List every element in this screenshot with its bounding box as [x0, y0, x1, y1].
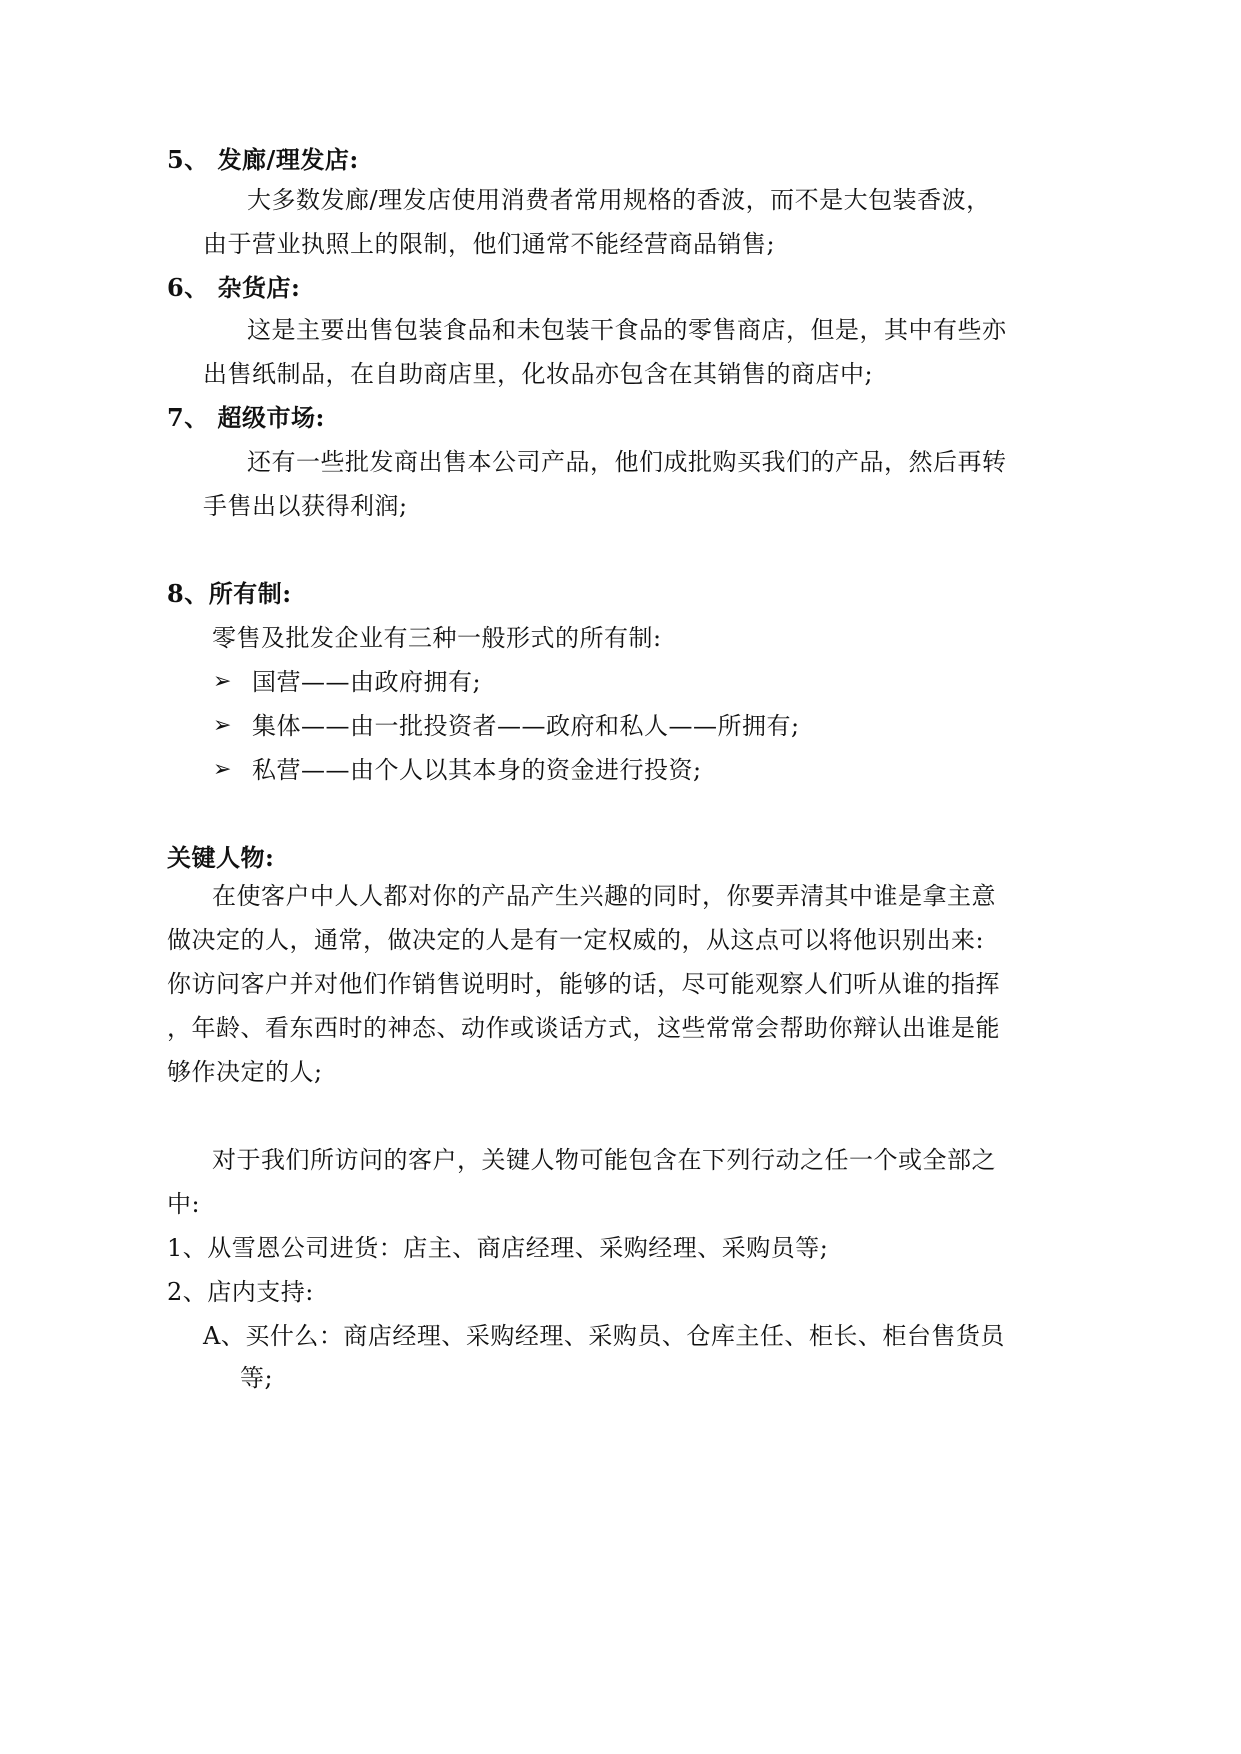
key-people-paragraph-line: ，年龄、看东西时的神态、动作或谈话方式，这些常常会帮助你辩认出谁是能: [167, 1014, 1000, 1042]
key-people-paragraph-line: 中:: [167, 1190, 201, 1218]
section-7-heading: 7、 超级市场:: [167, 403, 325, 432]
key-people-paragraph-line: 对于我们所访问的客户，关键人物可能包含在下列行动之任一个或全部之: [212, 1146, 996, 1174]
key-people-sub-item: A、买什么：商店经理、采购经理、采购员、仓库主任、柜长、柜台售货员: [203, 1322, 1005, 1350]
key-people-paragraph-line: 在使客户中人人都对你的产品产生兴趣的同时，你要弄清其中谁是拿主意: [212, 882, 996, 910]
arrow-bullet-icon: ➢: [213, 669, 232, 694]
section-7-paragraph-line: 手售出以获得利润;: [203, 492, 408, 520]
ownership-bullet-item: 私营——由个人以其本身的资金进行投资;: [252, 756, 702, 784]
ownership-bullet-item: 国营——由政府拥有;: [252, 668, 482, 696]
key-people-paragraph-line: 做决定的人，通常，做决定的人是有一定权威的，从这点可以将他识别出来:: [167, 926, 985, 954]
section-5-paragraph-line: 大多数发廊/理发店使用消费者常用规格的香波，而不是大包装香波，: [247, 186, 991, 214]
key-people-sub-item: 等;: [240, 1364, 274, 1392]
section-8-heading: 8、所有制:: [167, 579, 292, 608]
key-people-heading: 关键人物:: [167, 843, 275, 872]
section-6-paragraph-line: 这是主要出售包装食品和未包装干食品的零售商店，但是，其中有些亦: [247, 316, 1007, 344]
ownership-bullet-item: 集体——由一批投资者——政府和私人——所拥有;: [252, 712, 800, 740]
key-people-paragraph-line: 够作决定的人;: [167, 1058, 323, 1086]
key-people-list-item: 1、从雪恩公司进货：店主、商店经理、采购经理、采购员等;: [167, 1234, 829, 1262]
section-5-paragraph-line: 由于营业执照上的限制，他们通常不能经营商品销售;: [203, 230, 776, 258]
section-5-heading: 5、 发廊/理发店:: [167, 145, 359, 174]
key-people-paragraph-line: 你访问客户并对他们作销售说明时，能够的话，尽可能观察人们听从谁的指挥: [167, 970, 1000, 998]
section-7-paragraph-line: 还有一些批发商出售本公司产品，他们成批购买我们的产品，然后再转: [247, 448, 1007, 476]
arrow-bullet-icon: ➢: [213, 757, 232, 782]
section-6-paragraph-line: 出售纸制品，在自助商店里，化妆品亦包含在其销售的商店中;: [203, 360, 874, 388]
arrow-bullet-icon: ➢: [213, 713, 232, 738]
ownership-intro: 零售及批发企业有三种一般形式的所有制:: [212, 624, 662, 652]
key-people-list-item: 2、店内支持:: [167, 1278, 314, 1306]
section-6-heading: 6、 杂货店:: [167, 273, 301, 302]
